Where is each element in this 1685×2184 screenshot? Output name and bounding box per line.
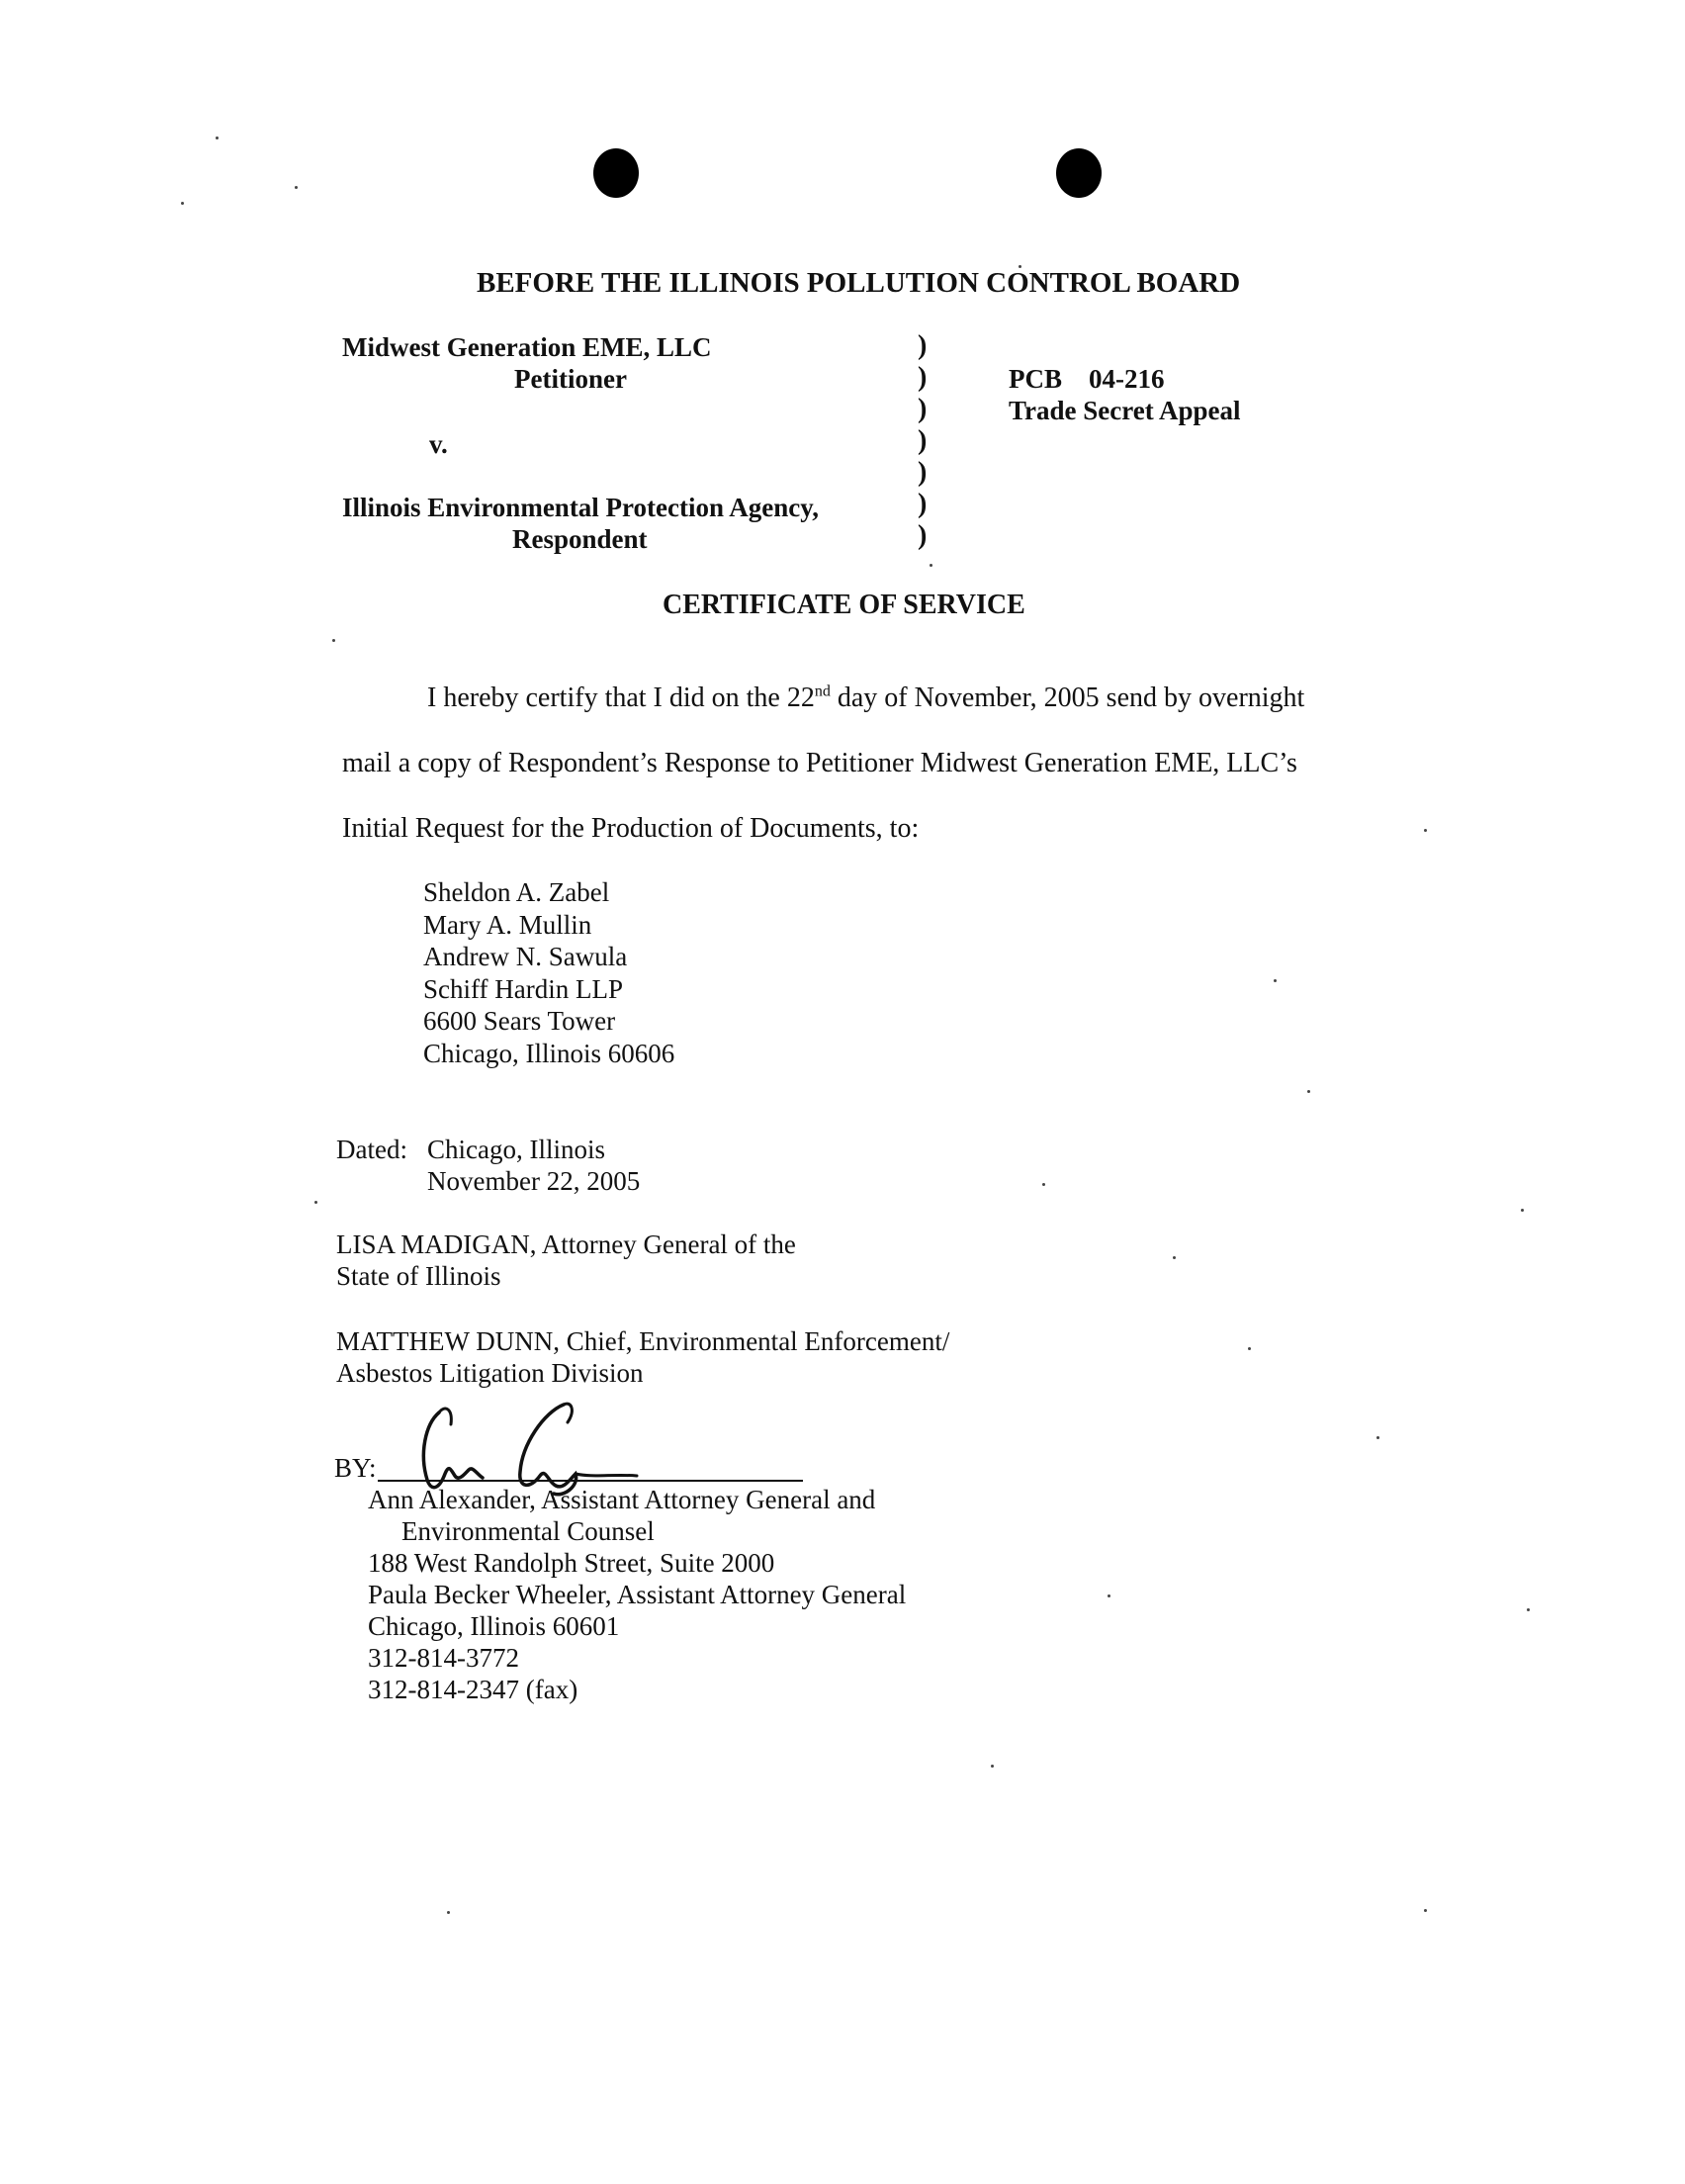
recipient-line: 6600 Sears Tower	[423, 1006, 616, 1036]
attorney-general-line-2: State of Illinois	[336, 1261, 501, 1291]
signer-name: Ann Alexander, Assistant Attorney General and	[368, 1485, 876, 1514]
dated-date: November 22, 2005	[427, 1166, 641, 1196]
recipient-line: Sheldon A. Zabel	[423, 877, 610, 907]
court-heading: BEFORE THE ILLINOIS POLLUTION CONTROL BOARD	[477, 267, 1241, 299]
dated-place: Chicago, Illinois	[427, 1135, 605, 1164]
co-signer: Paula Becker Wheeler, Assistant Attorney General	[368, 1580, 907, 1609]
fax: 312-814-2347 (fax)	[368, 1675, 578, 1704]
dated-label: Dated:	[336, 1135, 407, 1164]
by-label: BY:	[334, 1453, 377, 1483]
chief-line-2: Asbestos Litigation Division	[336, 1358, 644, 1388]
punch-hole-left	[593, 148, 639, 198]
office-address: 188 West Randolph Street, Suite 2000	[368, 1548, 775, 1578]
recipient-line: Chicago, Illinois 60606	[423, 1038, 675, 1068]
certificate-title: CERTIFICATE OF SERVICE	[663, 590, 1025, 620]
respondent-role: Respondent	[512, 524, 648, 554]
certification-line-3: Initial Request for the Production of Documents, to:	[342, 813, 920, 844]
respondent-name: Illinois Environmental Protection Agency,	[342, 493, 820, 522]
punch-hole-right	[1056, 148, 1102, 198]
certification-line-1: I hereby certify that I did on the 22nd day of November, 2005 send by overnight	[427, 682, 1305, 713]
recipient-address	[423, 876, 674, 1069]
petitioner-name: Midwest Generation EME, LLC	[342, 332, 712, 362]
case-type: Trade Secret Appeal	[1009, 396, 1241, 425]
recipient-line: Schiff Hardin LLP	[423, 973, 623, 1004]
case-number: PCB 04-216	[1009, 364, 1165, 394]
petitioner-role: Petitioner	[514, 364, 627, 394]
versus: v.	[429, 429, 448, 459]
chief-line-1: MATTHEW DUNN, Chief, Environmental Enforcement/	[336, 1326, 950, 1356]
phone: 312-814-3772	[368, 1643, 519, 1673]
recipient-line: Andrew N. Sawula	[423, 942, 628, 971]
office-city: Chicago, Illinois 60601	[368, 1611, 620, 1641]
certification-line-2: mail a copy of Respondent’s Response to Petitioner Midwest Generation EME, LLC’s	[342, 748, 1297, 778]
signer-title: Environmental Counsel	[401, 1516, 655, 1546]
recipient-line: Mary A. Mullin	[423, 909, 592, 940]
attorney-general-line-1: LISA MADIGAN, Attorney General of the	[336, 1229, 796, 1259]
